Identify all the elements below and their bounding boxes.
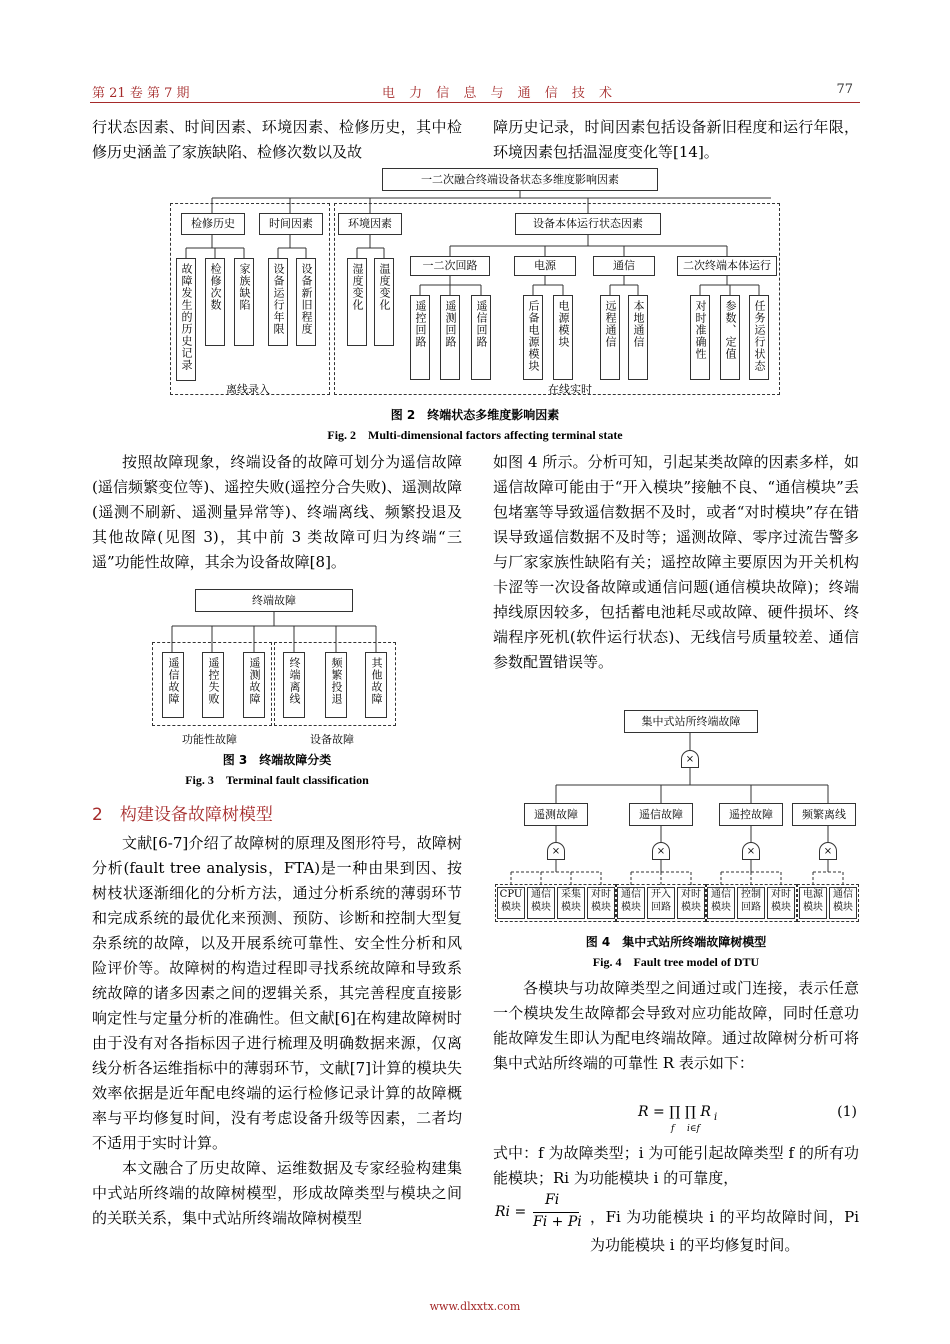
fig2-online-label: 在线实时: [548, 383, 592, 396]
fig4-leaf: 对时模块: [767, 887, 795, 919]
fig4-caption-en: Fig. 4 Fault tree model of DTU: [592, 955, 760, 969]
fig2-leaf: 对时准确性: [690, 295, 710, 380]
fig3-leaf: 终端离线: [283, 652, 305, 718]
fig4-leaf: 通信模块: [617, 887, 645, 919]
equation-number: (1): [837, 1104, 857, 1120]
fig2-device: 设备本体运行状态因素: [515, 213, 661, 235]
top-right-text: 障历史记录，时间因素包括设备新旧程度和运行年限，环境因素包括温湿度变化等[14]。: [493, 118, 859, 161]
fig3-functional-label: 功能性故障: [182, 733, 237, 746]
fig2-leaf: 故障发生的历史记录: [176, 258, 196, 381]
equation-subscript: i: [714, 1112, 718, 1123]
fig2-leaf: 遥测回路: [440, 295, 460, 380]
journal-name: 电 力 信 息 与 通 信 技 术: [382, 86, 618, 101]
fig4-root: 集中式站所终端故障: [624, 710, 758, 733]
left-paragraph-1: 按照故障现象，终端设备的故障可划分为遥信故障(遥信频繁变位等)、遥控失败(遥控分合失败)、遥测故障(遥测不刷新、遥测量异常等)、终端离线、频繁投退及其他故障(见图 3)，其中前 3 类故障可归为终端“三遥”功能性故障，其余为设备故障[8]。: [92, 453, 462, 571]
fig4-and-gate: ×: [681, 750, 699, 768]
fig3-leaf: 遥信故障: [162, 652, 184, 718]
left-paragraph-2: 文献[6-7]介绍了故障树的原理及图形符号，故障树分析(fault tree analysis，FTA)是一种由果到因、按树枝状逐渐细化的分析方法，通过分析系统的薄弱环节和完成系统的最优化来预测、预防、诊断和控制大型复杂系统的故障，以及开展系统可靠性、安全性分析和风险评价等。故障树的构造过程即寻找系统故障和导致系统故障的诸多因素之间的逻辑关系，其完善程度直接影响定性与定量分析的准确性。但文献[6]在构建故障树时由于没有对各指标因子进行梳理及明确数据来源，仅离线分析各运维指标中的薄弱环节，文献[7]计算的模块失效率依据是近年配电终端的运行检修记录计算的故障概率与平均修复时间，没有考虑设备升级等因素，二者均不适用于实时计算。 本文融合了历史故障、运维数据及专家经验构建集中式站所终端的故障树模型，形成故障类型与模块之间的关联关系，集中式站所终端故障树模型: [92, 834, 462, 1227]
fig2-leaf: 本地通信: [628, 295, 648, 380]
fig4-mid: 频繁离线: [792, 803, 856, 826]
fig4-leaf: 控制回路: [737, 887, 765, 919]
fig2-secondary: 二次终端本体运行: [677, 256, 777, 276]
fig4-leaf: 通信模块: [707, 887, 735, 919]
fig2-caption-zh: 图 2 终端状态多维度影响因素: [390, 408, 560, 422]
fig2-leaf: 电源模块: [553, 295, 573, 380]
top-left-text: 行状态因素、时间因素、环境因素、检修历史，其中检修历史涵盖了家族缺陷、检修次数以及故: [92, 118, 462, 161]
fig2-leaf: 检修次数: [205, 258, 225, 346]
fig3-caption-zh: 图 3 终端故障分类: [222, 753, 332, 767]
fig3-device-label: 设备故障: [310, 733, 354, 746]
fig2-leaf: 家族缺陷: [234, 258, 254, 346]
fig3-leaf: 其他故障: [365, 652, 387, 718]
right-paragraph-1: 如图 4 所示。分析可知，引起某类故障的因素多样，如遥信故障可能由于“开入模块”接触不良、“通信模块”丢包堵塞等导致遥信数据不及时，或者“对时模块”存在错误导致遥信数据不及时等；遥测故障、零序过流告警多与厂家家族性缺陷有关；遥控故障主要原因为开关机构卡涩等一次设备故障或通信问题(通信模块故障)；终端掉线原因较多，包括蓄电池耗尽或故障、硬件损坏、终端程序死机(软件运行状态)、无线信号质量较差、通信参数配置错误等。: [493, 453, 859, 671]
fig2-time: 时间因素: [259, 213, 323, 235]
fig2-environment: 环境因素: [338, 213, 402, 235]
fig2-offline-label: 离线录入: [226, 383, 270, 396]
right-paragraph-2: 各模块与功故障类型之间通过或门连接，表示任意一个模块发生故障都会导致对应功能故障，同时任意功能故障发生即认为配电终端故障。通过故障树分析可将集中式站所终端的可靠性 R 表示如下：: [493, 979, 859, 1072]
footer-url: www.dlxxtx.com: [429, 1300, 521, 1313]
fig4-leaf: 对时模块: [587, 887, 615, 919]
fraction-lhs: Ri =: [495, 1204, 527, 1220]
fig4-leaf: 电源模块: [799, 887, 827, 919]
fig4-or-gate: ×: [819, 842, 837, 860]
fig2-leaf: 参数、定值: [720, 295, 740, 380]
fig4-or-gate: ×: [652, 842, 670, 860]
fig2-comm: 通信: [593, 256, 655, 276]
fig3-caption-en: Fig. 3 Terminal fault classification: [185, 773, 369, 787]
fig3-leaf: 遥控失败: [202, 652, 224, 718]
fraction-bar: [533, 1212, 579, 1213]
fig2-leaf: 后备电源模块: [523, 295, 543, 380]
fraction-denominator: Fi + Pi: [533, 1214, 582, 1230]
equation-under-i: i∈f: [687, 1124, 700, 1134]
fig2-power: 电源: [514, 256, 576, 276]
fig3-root: 终端故障: [195, 589, 353, 612]
right-paragraph-3: 式中：f 为故障类型；i 为可能引起故障类型 f 的所有功能模块；Ri 为功能模块 i 的可靠度，: [493, 1144, 859, 1187]
fig4-leaf: 通信模块: [829, 887, 857, 919]
fig4-leaf: 采集模块: [557, 887, 585, 919]
fig4-mid: 遥测故障: [524, 803, 588, 826]
fig4-leaf: 通信模块: [527, 887, 555, 919]
right-paragraph-4: ，Fi 为功能模块 i 的平均故障时间，Pi 为功能模块 i 的平均修复时间。: [590, 1208, 859, 1254]
fig2-leaf: 湿度变化: [347, 258, 367, 346]
fig2-leaf: 远程通信: [600, 295, 620, 380]
fig3-leaf: 遥测故障: [243, 652, 265, 718]
fig2-leaf: 温度变化: [374, 258, 394, 346]
fig4-mid: 遥信故障: [629, 803, 693, 826]
fig4-caption-zh: 图 4 集中式站所终端故障树模型: [585, 935, 767, 949]
fig2-primary-loop: 一二次回路: [410, 256, 490, 276]
fraction-numerator: Fi: [545, 1192, 560, 1208]
equation-under-f: f: [671, 1124, 675, 1134]
fig2-caption-en: Fig. 2 Multi-dimensional factors affecting terminal state: [327, 428, 623, 442]
page-number: 77: [836, 82, 853, 97]
fig4-or-gate: ×: [742, 842, 760, 860]
fig4-or-gate: ×: [547, 842, 565, 860]
equation-1: [493, 1100, 859, 1140]
equation-body: R = ∏ ∏ R: [638, 1104, 711, 1120]
fig4-mid: 遥控故障: [719, 803, 783, 826]
fig2-leaf: 任务运行状态: [749, 295, 769, 380]
fig4-leaf: 开入回路: [647, 887, 675, 919]
fig3-leaf: 频繁投退: [325, 652, 347, 718]
fig2-leaf: 设备运行年限: [268, 258, 288, 346]
fig2-root: 一二次融合终端设备状态多维度影响因素: [382, 168, 658, 191]
section-heading: 2 构建设备故障树模型: [92, 805, 273, 825]
volume-info: 第 21 卷 第 7 期: [92, 86, 190, 101]
fig2-leaf: 设备新旧程度: [296, 258, 316, 346]
fig2-leaf: 遥控回路: [410, 295, 430, 380]
fig2-leaf: 遥信回路: [471, 295, 491, 380]
fig4-leaf: 对时模块: [677, 887, 705, 919]
fig4-leaf: CPU模块: [497, 887, 525, 919]
fig2-maintenance: 检修历史: [181, 213, 245, 235]
